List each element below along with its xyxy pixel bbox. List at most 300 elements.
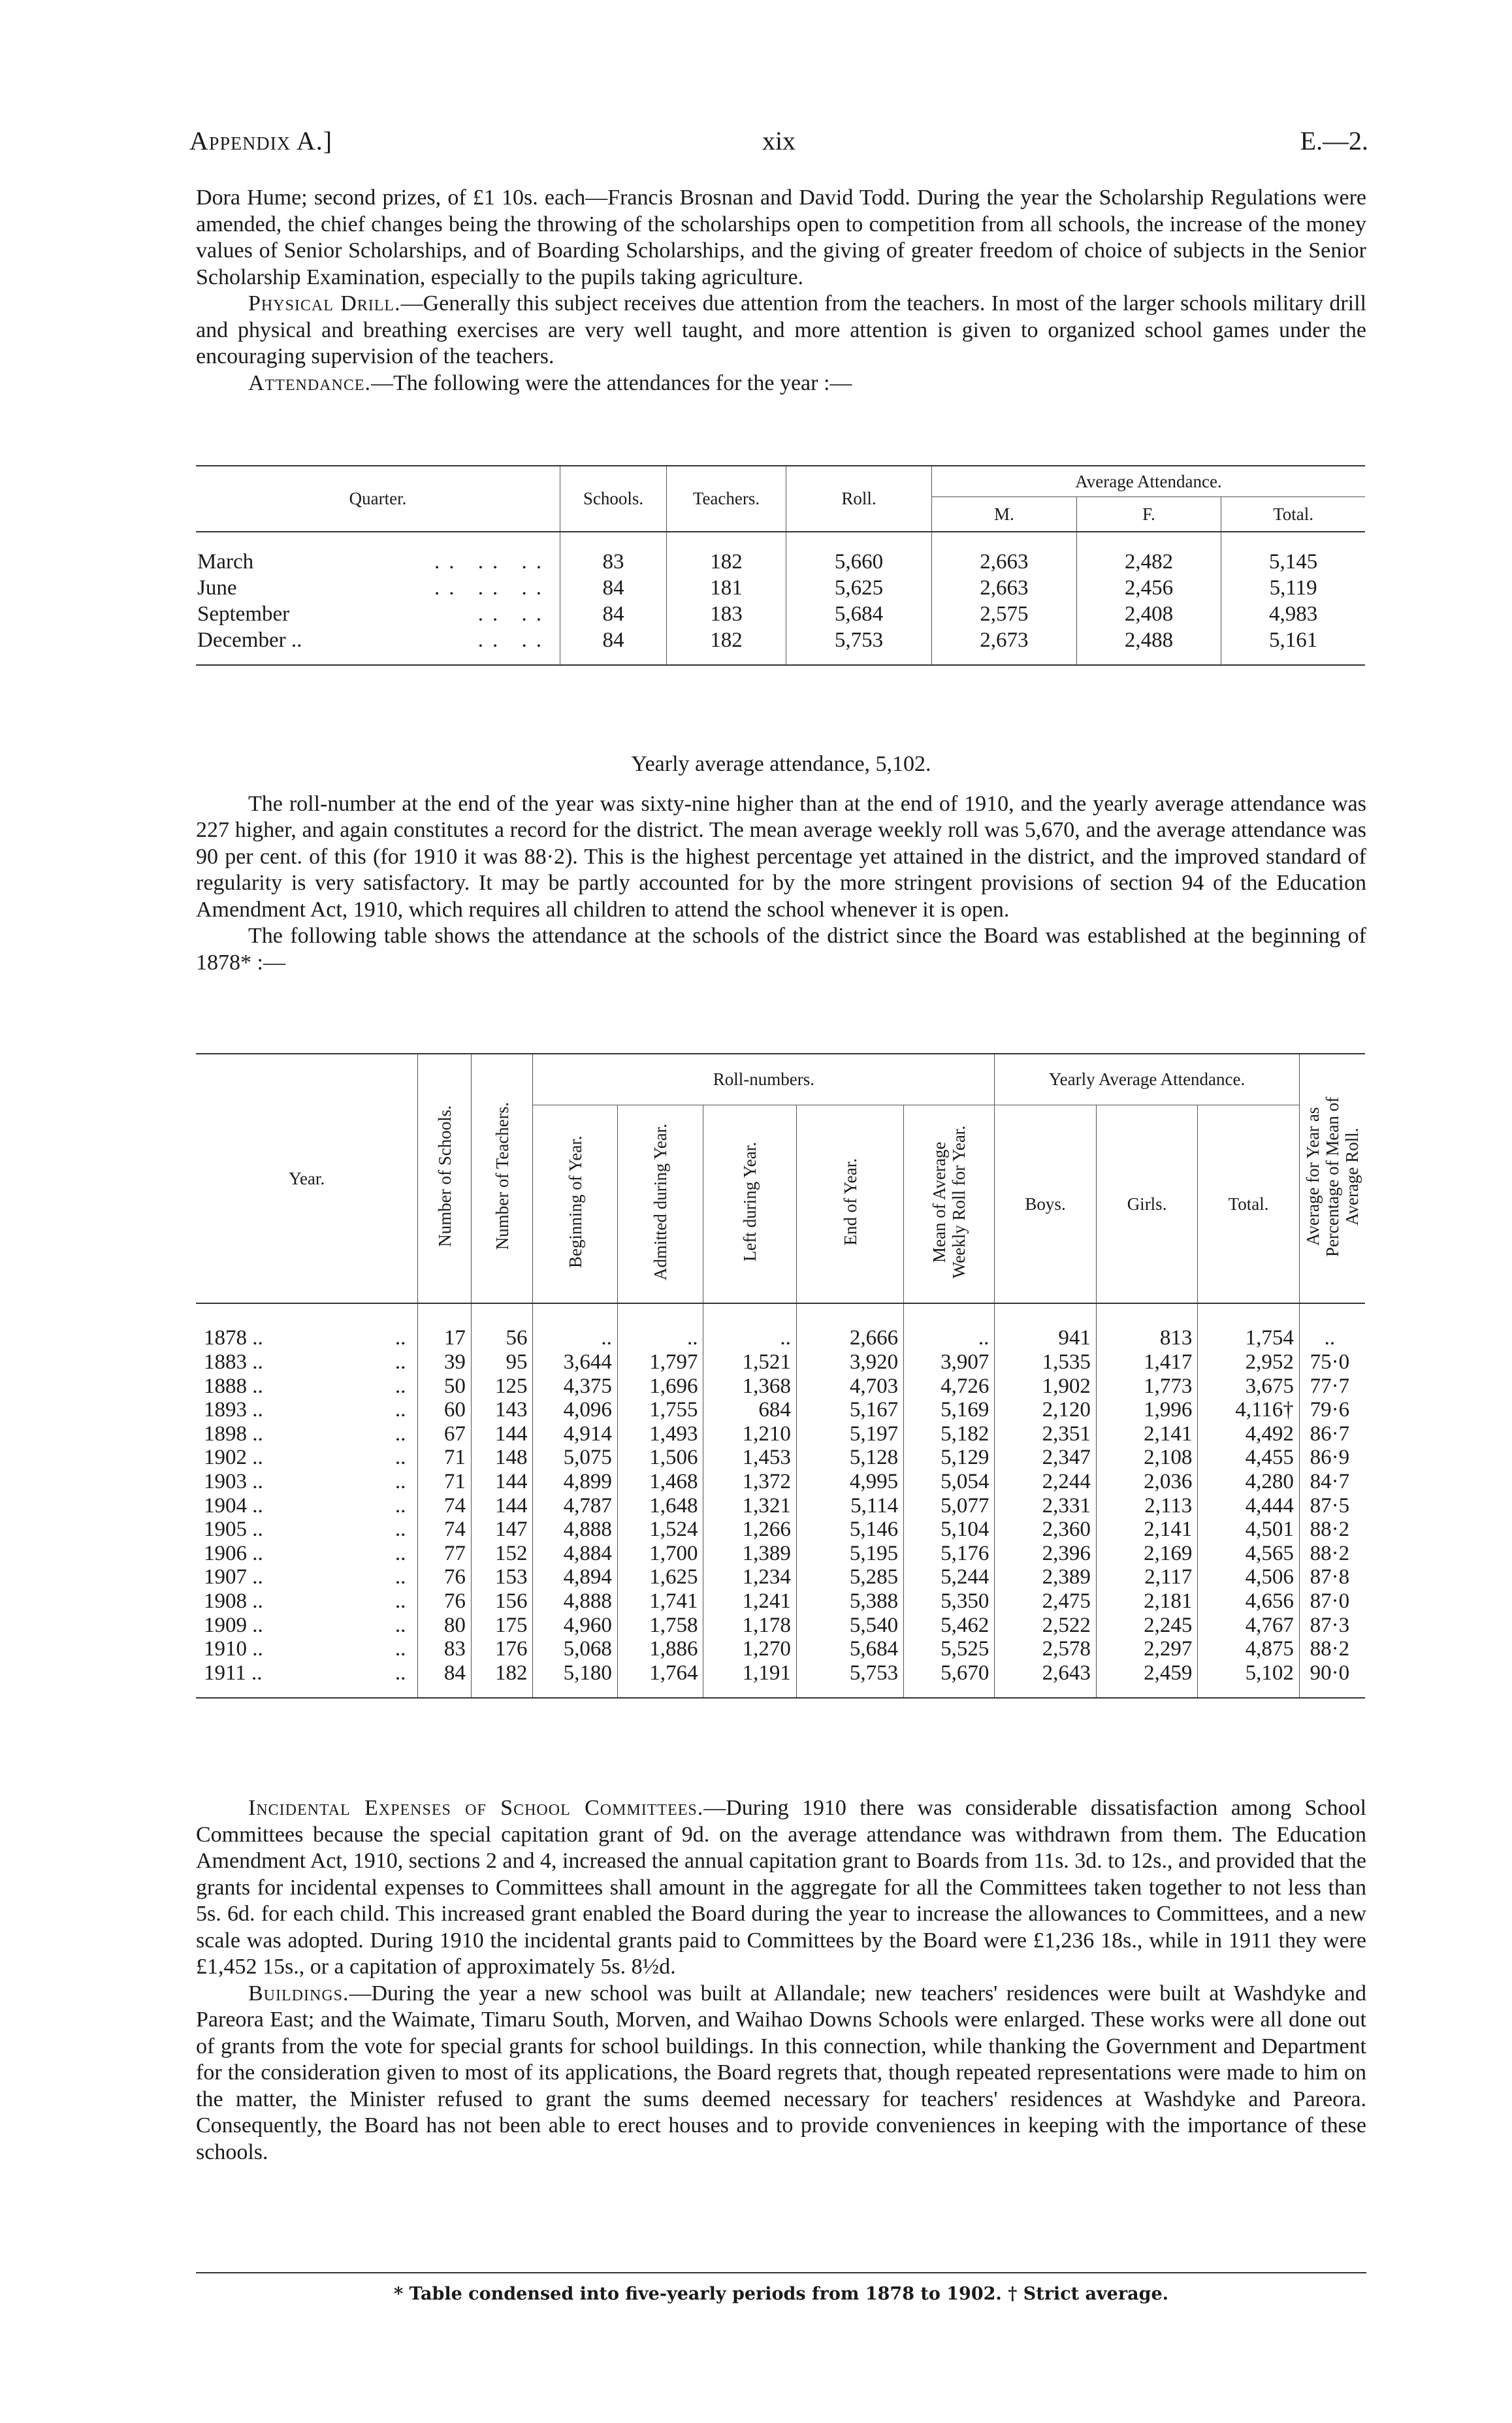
text-physical-drill: —Generally this subject receives due attention from the teachers. In most of the larger schools military drill and physical and breathing exercises are very well taught, and more attention is given to organized school games under the encouraging supervision of the teachers.: [196, 291, 1366, 368]
t2-header-admitted: [617, 1105, 703, 1304]
t2-header-mean-text: Mean of Average Weekly Roll for Year.: [929, 1125, 969, 1278]
text-attendance: —The following were the attendances for the year :—: [371, 370, 852, 395]
cell-mean: 5,244: [904, 1565, 995, 1589]
heading-buildings: Buildings.: [248, 1981, 349, 2006]
cell-boys: 2,331: [995, 1494, 1097, 1518]
cell-total: 3,675: [1198, 1374, 1300, 1399]
cell-f: 2,408: [1076, 601, 1221, 627]
cell-teachers: 125: [471, 1374, 533, 1399]
table-row: [196, 1589, 1365, 1614]
cell-beginning: 4,914: [533, 1422, 617, 1446]
cell-m: 2,575: [932, 601, 1077, 627]
quarter-label: March: [197, 550, 254, 574]
t2-header-yearly-average: Yearly Average Attendance.: [995, 1054, 1300, 1105]
year-label: 1902 ..: [204, 1446, 263, 1470]
t2-header-roll-numbers: Roll-numbers.: [533, 1054, 995, 1105]
t1-header-roll: Roll.: [786, 466, 932, 532]
cell-boys: 2,120: [995, 1398, 1097, 1422]
cell-quarter: [196, 601, 560, 627]
cell-admitted: 1,700: [617, 1542, 703, 1566]
leader-dots: .. .. ..: [434, 550, 551, 574]
cell-admitted: ..: [617, 1303, 703, 1350]
t1-header-total: Total.: [1273, 504, 1314, 524]
cell-girls: 2,245: [1096, 1614, 1198, 1638]
cell-total: 2,952: [1198, 1350, 1300, 1374]
cell-beginning: 5,075: [533, 1446, 617, 1470]
t1-header-teachers: Teachers.: [667, 466, 786, 532]
t1-header-quarter: Quarter.: [196, 466, 560, 532]
cell-pct: 87·3: [1299, 1614, 1365, 1638]
cell-total: 4,444: [1198, 1494, 1300, 1518]
cell-pct: 86·7: [1299, 1422, 1365, 1446]
year-label: 1898 ..: [204, 1422, 263, 1446]
t2-header-beginning-text: Beginning of Year.: [565, 1135, 585, 1268]
cell-m: 2,663: [932, 575, 1077, 601]
cell-year: [196, 1589, 418, 1614]
cell-teachers: 182: [471, 1661, 533, 1698]
cell-left: 1,266: [703, 1518, 796, 1542]
cell-end: 5,167: [796, 1398, 903, 1422]
cell-schools: 74: [418, 1518, 472, 1542]
cell-schools: 74: [418, 1494, 472, 1518]
year-label: 1904 ..: [204, 1493, 263, 1518]
cell-quarter: [196, 532, 560, 575]
cell-boys: 2,578: [995, 1637, 1097, 1661]
cell-beginning: 4,960: [533, 1614, 617, 1638]
t2-header-year: Year.: [289, 1168, 325, 1188]
cell-year: [196, 1470, 418, 1494]
cell-schools: 17: [418, 1303, 472, 1350]
cell-mean: 3,907: [904, 1350, 995, 1374]
cell-left: 1,270: [703, 1637, 796, 1661]
year-label: 1909 ..: [204, 1613, 263, 1637]
cell-beginning: 4,096: [533, 1398, 617, 1422]
cell-pct: 79·6: [1299, 1398, 1365, 1422]
cell-roll: 5,625: [786, 575, 932, 601]
cell-total: 4,455: [1198, 1446, 1300, 1470]
leader-dots: ..: [394, 1469, 406, 1493]
cell-year: [196, 1542, 418, 1566]
cell-m: 2,663: [932, 532, 1077, 575]
cell-mean: 4,726: [904, 1374, 995, 1399]
t2-header-beginning: [533, 1105, 617, 1304]
t2-header-total: Total.: [1198, 1105, 1300, 1304]
leader-dots: ..: [394, 1565, 406, 1589]
leader-dots: ..: [394, 1326, 406, 1350]
cell-total: 4,280: [1198, 1470, 1300, 1494]
cell-total: 5,102: [1198, 1661, 1300, 1698]
table-row: [196, 1661, 1365, 1698]
cell-teachers: 153: [471, 1565, 533, 1589]
cell-teachers: 144: [471, 1494, 533, 1518]
cell-admitted: 1,648: [617, 1494, 703, 1518]
cell-teachers: 144: [471, 1422, 533, 1446]
paragraph-attendance: [196, 370, 1366, 397]
cell-end: 3,920: [796, 1350, 903, 1374]
cell-beginning: 4,899: [533, 1470, 617, 1494]
cell-mean: 5,169: [904, 1398, 995, 1422]
cell-pct: 86·9: [1299, 1446, 1365, 1470]
cell-end: 2,666: [796, 1303, 903, 1350]
cell-girls: 2,169: [1096, 1542, 1198, 1566]
cell-total: 1,754: [1198, 1303, 1300, 1350]
cell-end: 5,195: [796, 1542, 903, 1566]
cell-year: [196, 1518, 418, 1542]
year-label: 1893 ..: [204, 1398, 263, 1422]
cell-mean: 5,104: [904, 1518, 995, 1542]
t2-header-teachers-text: Number of Teachers.: [492, 1102, 512, 1250]
year-label: 1908 ..: [204, 1589, 263, 1613]
cell-admitted: 1,741: [617, 1589, 703, 1614]
leader-dots: ..: [394, 1518, 406, 1542]
table-row: [196, 1614, 1365, 1638]
cell-schools: 39: [418, 1350, 472, 1374]
t2-header-left-text: Left during Year.: [740, 1142, 760, 1261]
cell-roll: 5,660: [786, 532, 932, 575]
table-row: [196, 1542, 1365, 1566]
cell-total: 4,501: [1198, 1518, 1300, 1542]
cell-end: 5,197: [796, 1422, 903, 1446]
cell-schools: 50: [418, 1374, 472, 1399]
cell-left: 1,241: [703, 1589, 796, 1614]
t2-header-left: [703, 1105, 796, 1304]
cell-total: 4,565: [1198, 1542, 1300, 1566]
cell-girls: 2,036: [1096, 1470, 1198, 1494]
footnote-rule: [196, 2272, 1366, 2273]
t2-header-teachers: [471, 1054, 533, 1303]
cell-total: 5,145: [1269, 550, 1318, 574]
cell-pct: 87·0: [1299, 1589, 1365, 1614]
cell-beginning: 3,644: [533, 1350, 617, 1374]
cell-end: 5,684: [796, 1637, 903, 1661]
heading-attendance: Attendance.: [248, 370, 372, 395]
cell-schools: 84: [560, 627, 667, 665]
cell-schools: 84: [560, 601, 667, 627]
paragraph-incidental-expenses: [196, 1795, 1366, 1981]
t2-header-percentage: [1299, 1054, 1365, 1303]
cell-year: [196, 1637, 418, 1661]
cell-end: 4,995: [796, 1470, 903, 1494]
cell-pct: 87·5: [1299, 1494, 1365, 1518]
leader-dots: .. ..: [477, 628, 551, 652]
cell-admitted: 1,506: [617, 1446, 703, 1470]
cell-mean: 5,670: [904, 1661, 995, 1698]
cell-year: [196, 1350, 418, 1374]
leader-dots: .. ..: [477, 602, 551, 626]
cell-left: 1,178: [703, 1614, 796, 1638]
cell-year: [196, 1398, 418, 1422]
leader-dots: ..: [394, 1637, 406, 1661]
year-label: 1911 ..: [204, 1661, 263, 1685]
table-row: [196, 601, 1365, 627]
cell-admitted: 1,625: [617, 1565, 703, 1589]
paragraph-roll-number: The roll-number at the end of the year was sixty-nine higher than at the end of 1910, and the yearly average attendance was 227 higher, and again constitutes a record for the district. The mean average weekly roll was 5,670, and the average attendance was 90 per cent. of this (for 1910 it was 88·2). This is the highest percentage yet attained in the district, and the improved standard of regularity is very satisfactory. It may be partly accounted for by the more stringent provisions of section 94 of the Education Amendment Act, 1910, which requires all children to attend the school whenever it is open.: [196, 791, 1366, 922]
table-row: [196, 1470, 1365, 1494]
cell-total: 4,656: [1198, 1589, 1300, 1614]
table-row: [196, 1565, 1365, 1589]
cell-pct: 88·2: [1299, 1542, 1365, 1566]
cell-left: ..: [703, 1303, 796, 1350]
cell-schools: 77: [418, 1542, 472, 1566]
cell-teachers: 183: [667, 601, 786, 627]
cell-pct: 77·7: [1299, 1374, 1365, 1399]
leader-dots: ..: [394, 1493, 406, 1518]
footnote: * Table condensed into five-yearly periods from 1878 to 1902. † Strict average.: [393, 2284, 1169, 2304]
cell-left: 1,368: [703, 1374, 796, 1399]
cell-end: 5,114: [796, 1494, 903, 1518]
cell-teachers: 182: [667, 532, 786, 575]
table-row: [196, 1350, 1365, 1374]
leader-dots: ..: [394, 1374, 406, 1398]
header-page-number: xix: [762, 126, 796, 155]
cell-admitted: 1,764: [617, 1661, 703, 1698]
cell-pct: 75·0: [1299, 1350, 1365, 1374]
cell-boys: 1,902: [995, 1374, 1097, 1399]
cell-admitted: 1,797: [617, 1350, 703, 1374]
cell-total: 4,767: [1198, 1614, 1300, 1638]
cell-beginning: 4,787: [533, 1494, 617, 1518]
year-label: 1883 ..: [204, 1350, 263, 1374]
t2-header-girls: Girls.: [1096, 1105, 1198, 1304]
cell-schools: 60: [418, 1398, 472, 1422]
t1-header-f: F.: [1076, 497, 1221, 532]
cell-year: [196, 1374, 418, 1399]
cell-total: 4,116†: [1198, 1398, 1300, 1422]
cell-mean: 5,077: [904, 1494, 995, 1518]
cell-mean: 5,350: [904, 1589, 995, 1614]
text-buildings: —During the year a new school was built at Allandale; new teachers' residences were built at Washdyke and Pareora East; and the Waimate, Timaru South, Morven, and Waihao Downs Schools were enlarged. These works were all done out of grants from the vote for special grants for school buildings. In this connection, while thanking the Government and Department for the consideration given to most of its applications, the Board regrets that, though repeated representations were made to him on the matter, the Minister refused to grant the sums deemed necessary for teachers' residences at Washdyke and Pareora. Consequently, the Board has not been able to erect houses and to provide conveniences in keeping with the importance of these schools.: [196, 1981, 1366, 2164]
cell-teachers: 148: [471, 1446, 533, 1470]
cell-pct: 88·2: [1299, 1518, 1365, 1542]
cell-beginning: 4,888: [533, 1518, 617, 1542]
cell-f: 2,488: [1076, 627, 1221, 665]
cell-left: 684: [703, 1398, 796, 1422]
cell-schools: 71: [418, 1446, 472, 1470]
year-label: 1903 ..: [204, 1469, 263, 1493]
leader-dots: ..: [394, 1613, 406, 1637]
table-row: [196, 575, 1365, 601]
cell-total: 4,492: [1198, 1422, 1300, 1446]
cell-quarter: [196, 627, 560, 665]
cell-roll: 5,684: [786, 601, 932, 627]
leader-dots: ..: [394, 1541, 406, 1565]
cell-schools: 83: [418, 1637, 472, 1661]
cell-boys: 2,244: [995, 1470, 1097, 1494]
cell-girls: 2,141: [1096, 1518, 1198, 1542]
cell-end: 4,703: [796, 1374, 903, 1399]
t2-header-percentage-text: Average for Year as Percentage of Mean of Average Roll.: [1302, 1096, 1362, 1257]
bottom-text-block: [196, 1795, 1366, 2166]
cell-teachers: 156: [471, 1589, 533, 1614]
t2-header-schools-text: Number of Schools.: [434, 1105, 455, 1247]
cell-pct: 84·7: [1299, 1470, 1365, 1494]
heading-physical-drill: Physical Drill.: [248, 291, 401, 316]
t2-header-end: [796, 1105, 903, 1304]
cell-girls: 1,996: [1096, 1398, 1198, 1422]
leader-dots: .. .. ..: [434, 576, 551, 600]
cell-admitted: 1,493: [617, 1422, 703, 1446]
t2-header-schools: [418, 1054, 472, 1303]
cell-left: 1,191: [703, 1661, 796, 1698]
cell-girls: 2,117: [1096, 1565, 1198, 1589]
header-document-code: E.—2.: [1300, 126, 1368, 155]
heading-incidental-expenses: Incidental Expenses of School Committees.: [248, 1796, 704, 1820]
cell-schools: 84: [418, 1661, 472, 1698]
cell-pct: ..: [1299, 1303, 1365, 1350]
cell-left: 1,372: [703, 1470, 796, 1494]
cell-admitted: 1,696: [617, 1374, 703, 1399]
cell-girls: 2,141: [1096, 1422, 1198, 1446]
cell-schools: 76: [418, 1565, 472, 1589]
cell-admitted: 1,886: [617, 1637, 703, 1661]
cell-admitted: 1,758: [617, 1614, 703, 1638]
table-row: [196, 1446, 1365, 1470]
cell-total: 4,875: [1198, 1637, 1300, 1661]
cell-boys: 2,351: [995, 1422, 1097, 1446]
leader-dots: ..: [394, 1398, 406, 1422]
historical-attendance-table: [196, 1053, 1365, 1699]
cell-teachers: 181: [667, 575, 786, 601]
mid-text-block: [196, 751, 1366, 976]
text-incidental-expenses: —During 1910 there was considerable dissatisfaction among School Committees because the special capitation grant of 9d. on the average attendance was withdrawn from them. The Education Amendment Act, 1910, sections 2 and 4, increased the annual capitation grant to Boards from 11s. 3d. to 12s., and provided that the grants for incidental expenses to Committees shall amount in the aggregate for all the Committees taken together to not less than 5s. 6d. for each child. This increased grant enabled the Board during the year to increase the allowances to Committees, and a new scale was adopted. During 1910 the incidental grants paid to Committees by the Board were £1,236 18s., while in 1911 they were £1,452 15s., or a capitation of approximately 5s. 8½d.: [196, 1796, 1366, 1979]
cell-f: 2,456: [1076, 575, 1221, 601]
cell-teachers: 182: [667, 627, 786, 665]
yearly-average-line: Yearly average attendance, 5,102.: [631, 752, 931, 776]
t2-header-admitted-text: Admitted during Year.: [651, 1123, 671, 1280]
cell-year: [196, 1303, 418, 1350]
year-label: 1905 ..: [204, 1518, 263, 1542]
cell-admitted: 1,755: [617, 1398, 703, 1422]
t1-header-schools: Schools.: [560, 466, 667, 532]
cell-f: 2,482: [1076, 532, 1221, 575]
cell-m: 2,673: [932, 627, 1077, 665]
cell-beginning: 5,068: [533, 1637, 617, 1661]
year-label: 1878 ..: [204, 1326, 263, 1350]
cell-year: [196, 1422, 418, 1446]
cell-left: 1,453: [703, 1446, 796, 1470]
cell-boys: 2,522: [995, 1614, 1097, 1638]
paragraph-table-intro: The following table shows the attendance at the schools of the district since the Board was established at the beginning of 1878* :—: [196, 924, 1366, 975]
cell-girls: 2,181: [1096, 1589, 1198, 1614]
header-appendix: Appendix A.]: [189, 126, 333, 155]
cell-total: 4,506: [1198, 1565, 1300, 1589]
cell-pct: 90·0: [1299, 1661, 1365, 1698]
leader-dots: ..: [394, 1661, 406, 1685]
cell-girls: 2,113: [1096, 1494, 1198, 1518]
cell-end: 5,753: [796, 1661, 903, 1698]
table-row: [196, 1398, 1365, 1422]
cell-schools: 76: [418, 1589, 472, 1614]
cell-girls: 1,773: [1096, 1374, 1198, 1399]
cell-boys: 2,389: [995, 1565, 1097, 1589]
cell-schools: 83: [560, 532, 667, 575]
cell-mean: 5,129: [904, 1446, 995, 1470]
cell-girls: 1,417: [1096, 1350, 1198, 1374]
cell-boys: 2,475: [995, 1589, 1097, 1614]
cell-year: [196, 1614, 418, 1638]
cell-mean: 5,182: [904, 1422, 995, 1446]
cell-mean: 5,462: [904, 1614, 995, 1638]
year-label: 1910 ..: [204, 1637, 263, 1661]
cell-teachers: 176: [471, 1637, 533, 1661]
cell-end: 5,146: [796, 1518, 903, 1542]
quarter-label: September: [197, 602, 290, 626]
paragraph-scholarships: Dora Hume; second prizes, of £1 10s. each—Francis Brosnan and David Todd. During the year the Scholarship Regulations were amended, the chief changes being the throwing of the scholarships open to competition from all schools, the increase of the money values of Senior Scholarships, and of Boarding Scholarships, and the giving of greater freedom of choice of subjects in the Senior Scholarship Examination, especially to the pupils taking agriculture.: [196, 186, 1366, 289]
table-row: [196, 627, 1365, 665]
t1-header-m: M.: [932, 497, 1077, 532]
cell-schools: 80: [418, 1614, 472, 1638]
table-row: [196, 1637, 1365, 1661]
quarter-label: December ..: [197, 628, 302, 652]
table-row: [196, 1303, 1365, 1350]
cell-schools: 84: [560, 575, 667, 601]
t2-header-mean: [904, 1105, 995, 1304]
cell-admitted: 1,468: [617, 1470, 703, 1494]
leader-dots: ..: [394, 1422, 406, 1446]
cell-left: 1,210: [703, 1422, 796, 1446]
cell-boys: 2,396: [995, 1542, 1097, 1566]
cell-quarter: [196, 575, 560, 601]
cell-mean: 5,054: [904, 1470, 995, 1494]
t2-header-end-text: End of Year.: [840, 1158, 860, 1246]
cell-teachers: 147: [471, 1518, 533, 1542]
cell-beginning: 4,894: [533, 1565, 617, 1589]
t2-header-boys: Boys.: [995, 1105, 1097, 1304]
cell-year: [196, 1565, 418, 1589]
cell-boys: 1,535: [995, 1350, 1097, 1374]
leader-dots: ..: [394, 1446, 406, 1470]
quarter-label: June: [197, 576, 237, 600]
cell-end: 5,540: [796, 1614, 903, 1638]
cell-teachers: 175: [471, 1614, 533, 1638]
cell-beginning: 4,375: [533, 1374, 617, 1399]
cell-left: 1,521: [703, 1350, 796, 1374]
cell-left: 1,389: [703, 1542, 796, 1566]
cell-end: 5,285: [796, 1565, 903, 1589]
cell-mean: 5,176: [904, 1542, 995, 1566]
cell-year: [196, 1446, 418, 1470]
cell-teachers: 95: [471, 1350, 533, 1374]
top-text-block: [196, 185, 1366, 397]
cell-girls: 2,108: [1096, 1446, 1198, 1470]
cell-boys: 2,360: [995, 1518, 1097, 1542]
year-label: 1888 ..: [204, 1374, 263, 1398]
cell-schools: 67: [418, 1422, 472, 1446]
table-row: [196, 1374, 1365, 1399]
cell-admitted: 1,524: [617, 1518, 703, 1542]
leader-dots: ..: [394, 1589, 406, 1613]
cell-pct: 88·2: [1299, 1637, 1365, 1661]
cell-girls: 2,297: [1096, 1637, 1198, 1661]
cell-pct: 87·8: [1299, 1565, 1365, 1589]
cell-teachers: 144: [471, 1470, 533, 1494]
cell-teachers: 152: [471, 1542, 533, 1566]
cell-boys: 2,347: [995, 1446, 1097, 1470]
cell-total: 4,983: [1269, 602, 1318, 626]
cell-boys: 2,643: [995, 1661, 1097, 1698]
cell-year: [196, 1661, 418, 1698]
cell-boys: 941: [995, 1303, 1097, 1350]
table-row: [196, 532, 1365, 575]
cell-teachers: 143: [471, 1398, 533, 1422]
cell-beginning: ..: [533, 1303, 617, 1350]
cell-girls: 2,459: [1096, 1661, 1198, 1698]
cell-end: 5,128: [796, 1446, 903, 1470]
year-label: 1906 ..: [204, 1541, 263, 1565]
cell-total: 5,119: [1269, 576, 1317, 600]
cell-beginning: 5,180: [533, 1661, 617, 1698]
page-header: [189, 125, 1368, 165]
